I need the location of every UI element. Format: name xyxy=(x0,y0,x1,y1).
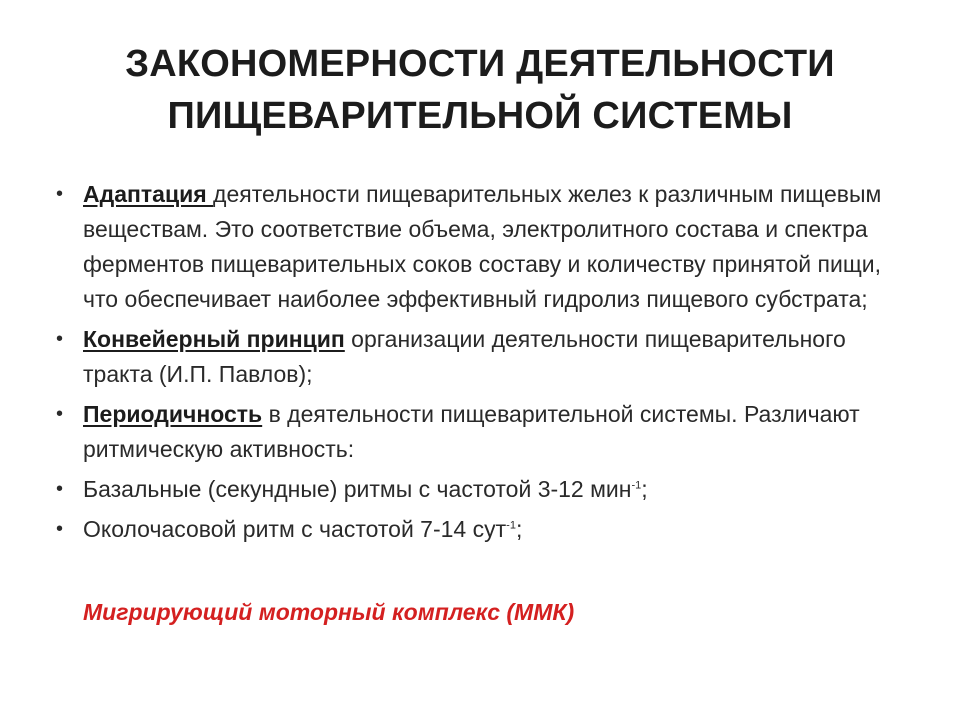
bullet-icon: • xyxy=(56,518,64,540)
bullet-icon: • xyxy=(56,328,64,350)
list-item-basal-rhythms xyxy=(56,472,906,507)
item-text: Околочасовой ритм с частотой 7-14 сут xyxy=(83,516,507,542)
item-tail: ; xyxy=(641,476,648,502)
superscript: -1 xyxy=(631,479,642,492)
item-text: в деятельности пищеварительной системы. Различают ритмическую активность: xyxy=(83,401,860,462)
title-line-2: ПИЩЕВАРИТЕЛЬНОЙ СИСТЕМЫ xyxy=(167,95,793,137)
term-adaptation: Адаптация xyxy=(83,181,214,207)
title-line-1: ЗАКОНОМЕРНОСТИ ДЕЯТЕЛЬНОСТИ xyxy=(125,43,835,85)
slide-title xyxy=(60,38,900,142)
bullet-icon: • xyxy=(56,403,64,425)
list-item-adaptation xyxy=(56,177,906,317)
mmc-note: Мигрирующий моторный комплекс (ММК) xyxy=(83,599,575,625)
bullet-icon: • xyxy=(56,183,64,205)
bullet-icon: • xyxy=(56,478,64,500)
item-text: организации деятельности пищеварительного тракта (И.П. Павлов); xyxy=(83,326,846,387)
term-periodicity: Периодичность xyxy=(83,401,263,427)
item-text: Базальные (секундные) ритмы с частотой 3-12 мин xyxy=(83,476,632,502)
item-text: деятельности пищеварительных желез к различным пищевым веществам. Это соответствие объема, электролитного состава и спектра ферментов пищеварительных соков составу и количеству принятой пищи, что обеспечивает наиболее эффективный гидролиз пищевого субстрата; xyxy=(83,181,882,312)
superscript: -1 xyxy=(506,519,516,532)
list-item-hourly-rhythm xyxy=(56,512,906,547)
list-item-conveyor xyxy=(56,322,906,392)
list-item-periodicity xyxy=(56,397,906,467)
item-tail: ; xyxy=(515,516,523,542)
bullet-list xyxy=(56,177,906,552)
term-conveyor-principle: Конвейерный принцип xyxy=(83,326,345,352)
